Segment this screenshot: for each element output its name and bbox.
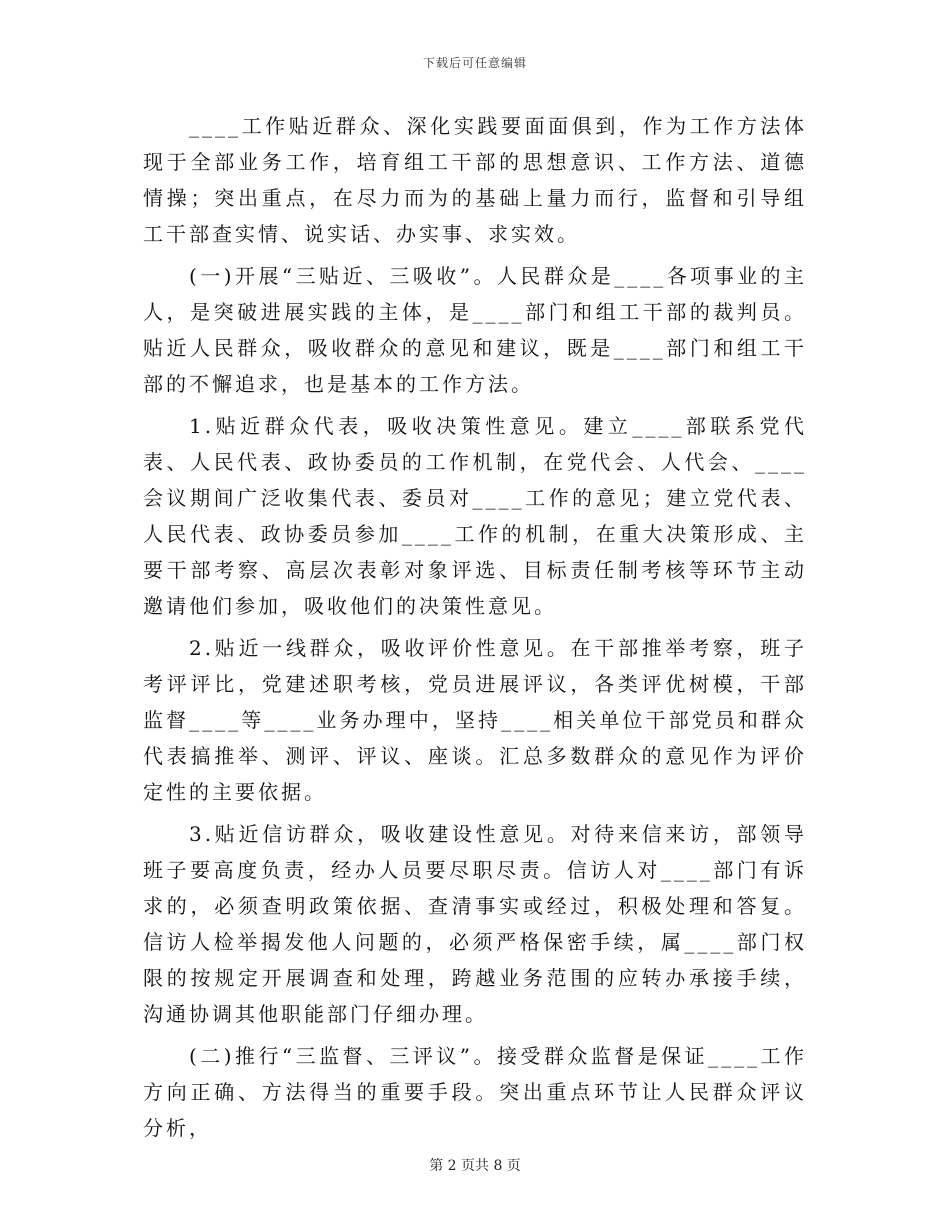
paragraph-section-1: (一)开展“三贴近、三吸收”。人民群众是____各项事业的主人，是突破进展实践的主体，是____部门和组工干部的裁判员。贴近人民群众，吸收群众的意见和建议，既是____部门和组工干部的不懈追求，也是基本的工作方法。 [143,264,807,396]
paragraph-item-1: 1.贴近群众代表，吸收决策性意见。建立____部联系党代表、人民代表、政协委员的工作机制，在党代会、人代会、____会议期间广泛收集代表、委员对____工作的意见；建立党代表、人民代表、政协委员参加____工作的机制，在重大决策形成、主要干部考察、高层次表彰对象评选、目标责任制考核等环节主动邀请他们参加，吸收他们的决策性意见。 [143,414,807,618]
paragraph-section-2: (二)推行“三监督、三评议”。接受群众监督是保证____工作方向正确、方法得当的重要手段。突出重点环节让人民群众评议分析， [143,1044,807,1140]
page-header-note: 下载后可任意编辑 [422,56,527,70]
page-number: 第 2 页共 8 页 [429,1158,521,1174]
document-body [143,108,807,1152]
paragraph-item-3: 3.贴近信访群众，吸收建设性意见。对待来信来访，部领导班子要高度负责，经办人员要尽职尽责。信访人对____部门有诉求的，必须查明政策依据、查清事实或经过，积极处理和答复。信访人检举揭发他人问题的，必须严格保密手续，属____部门权限的按规定开展调查和处理，跨越业务范围的应转办承接手续，沟通协调其他职能部门仔细办理。 [143,822,807,1026]
paragraph-item-2: 2.贴近一线群众，吸收评价性意见。在干部推举考察，班子考评评比，党建述职考核，党员进展评议，各类评优树模，干部监督____等____业务办理中，坚持____相关单位干部党员和群众代表搞推举、测评、评议、座谈。汇总多数群众的意见作为评价定性的主要依据。 [143,636,807,804]
paragraph-intro: ____工作贴近群众、深化实践要面面俱到，作为工作方法体现于全部业务工作，培育组工干部的思想意识、工作方法、道德情操；突出重点，在尽力而为的基础上量力而行，监督和引导组工干部查实情、说实话、办实事、求实效。 [143,114,807,246]
